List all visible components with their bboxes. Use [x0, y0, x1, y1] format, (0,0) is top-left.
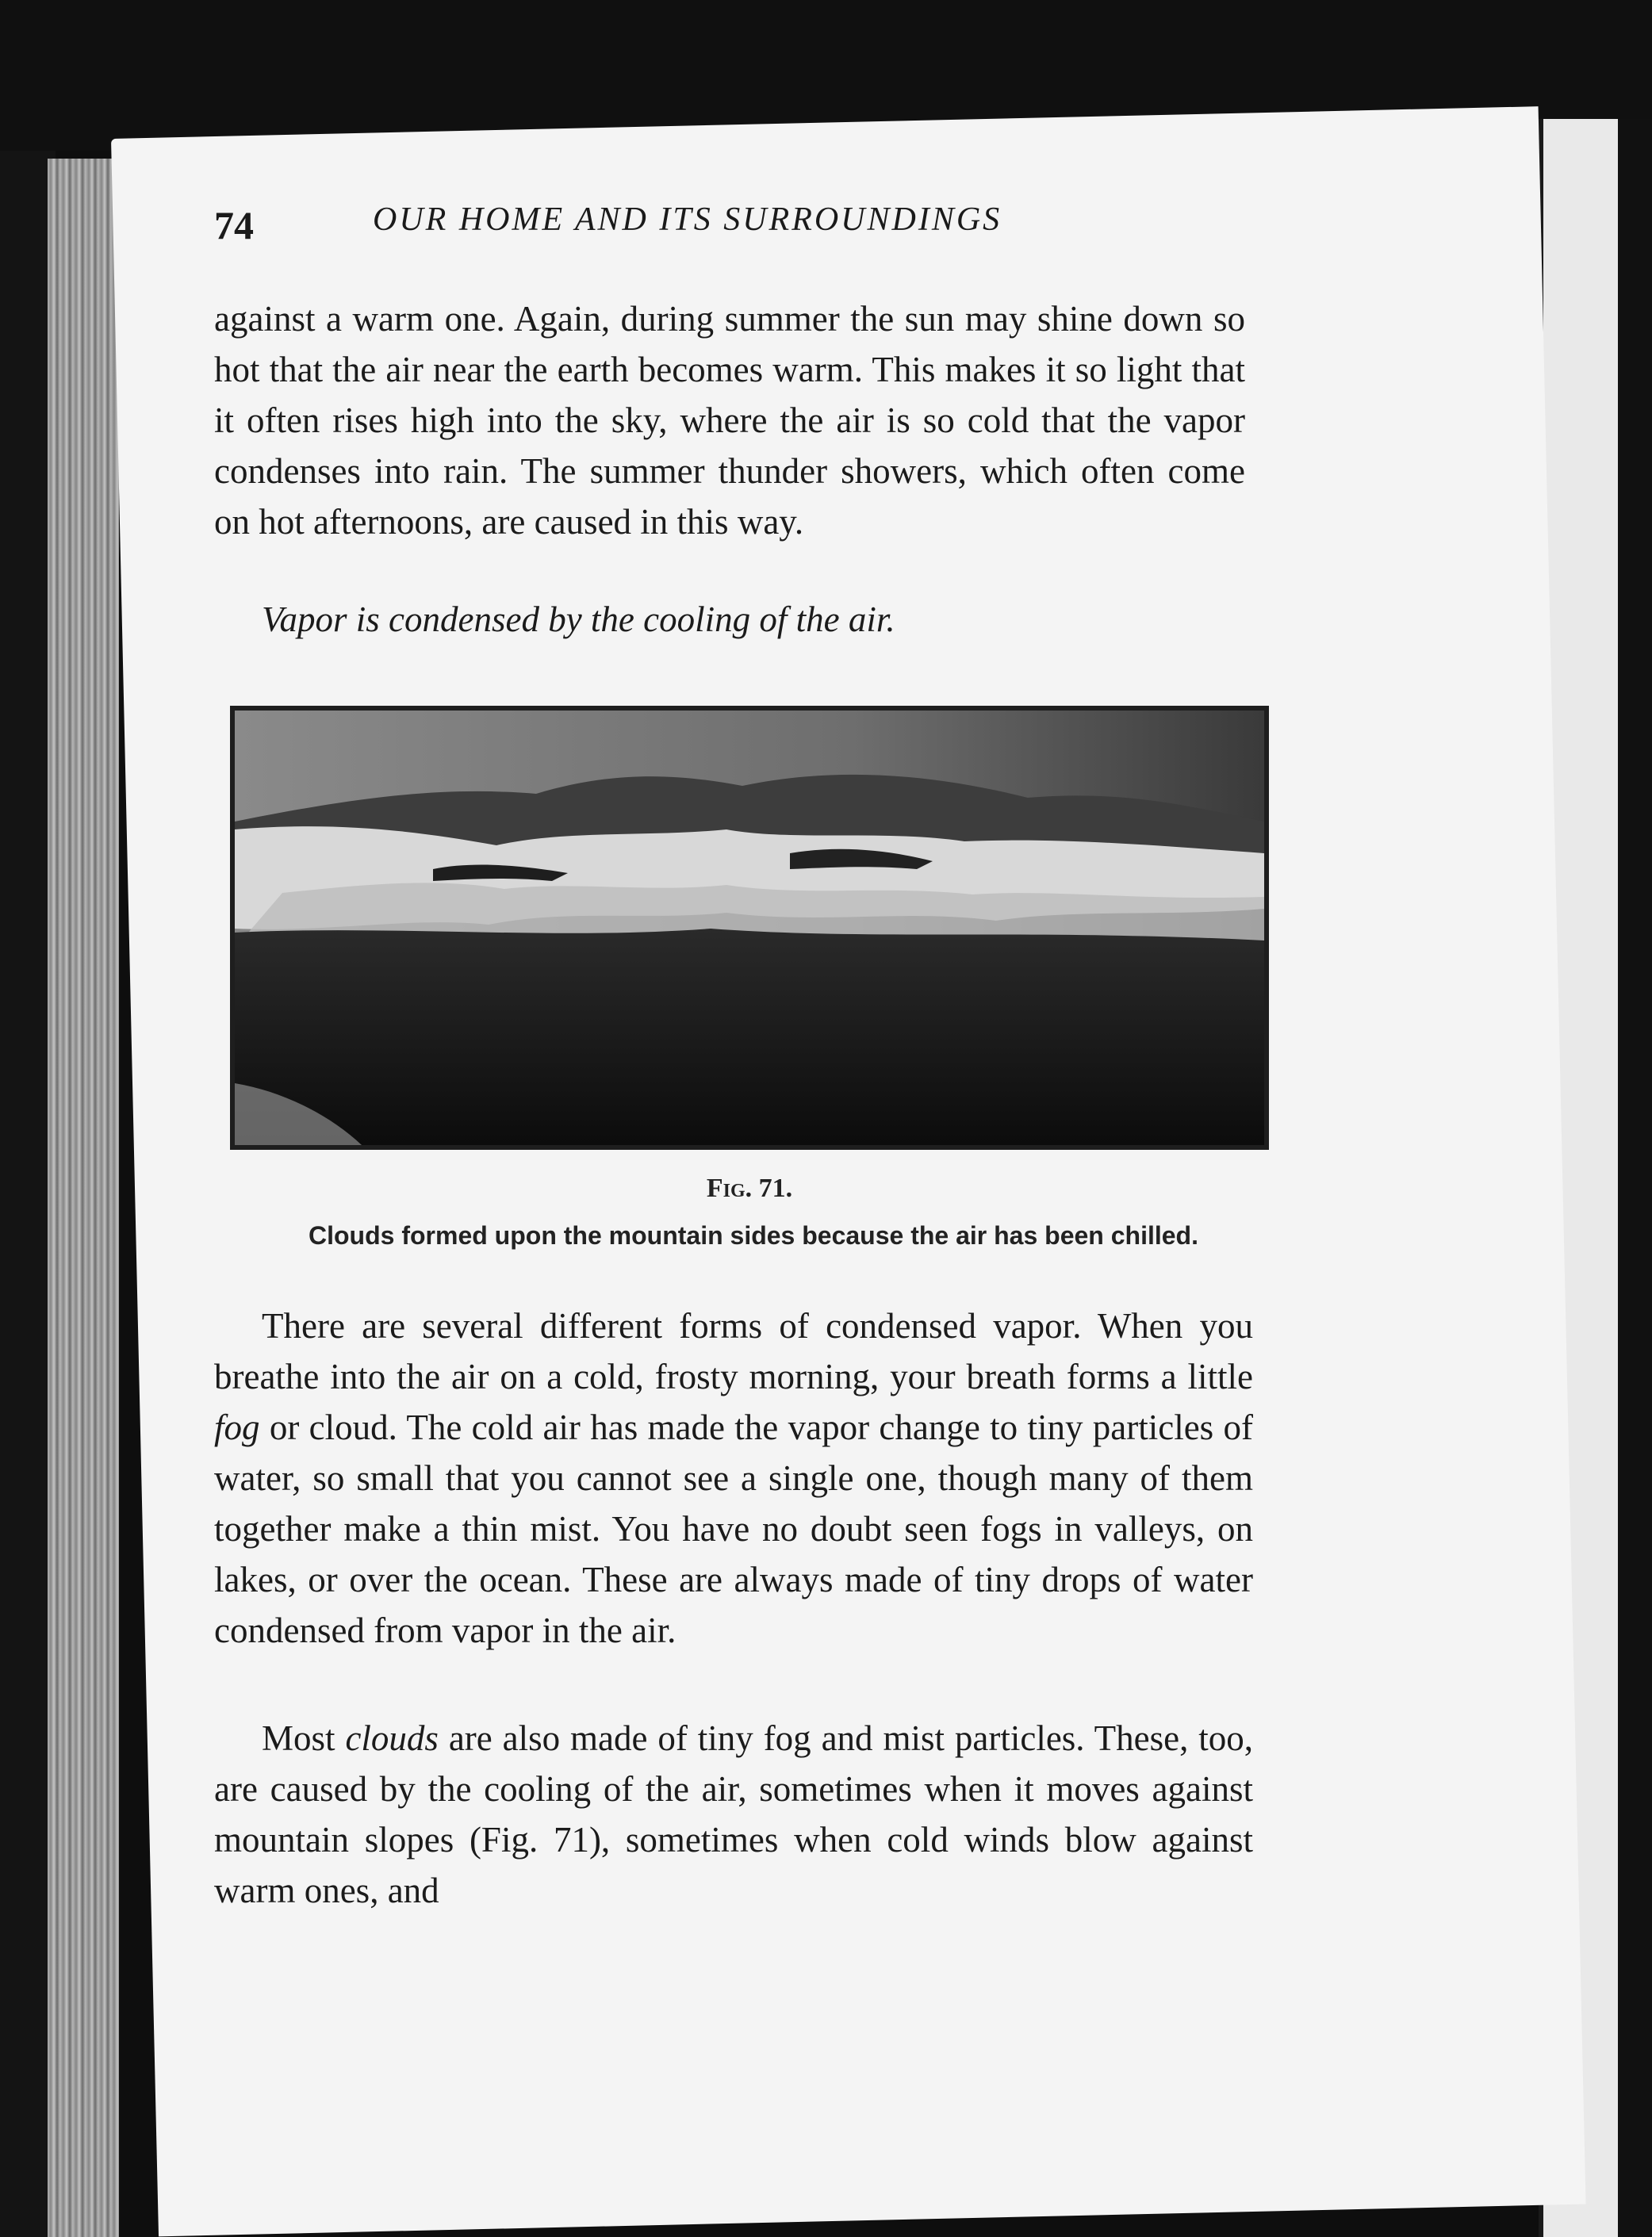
- running-title: OUR HOME AND ITS SURROUNDINGS: [373, 201, 1002, 238]
- paragraph-3-text-a: Most: [262, 1718, 346, 1758]
- figure-71-photo: [230, 706, 1269, 1150]
- scan-right-shadow: [1618, 119, 1652, 2237]
- page-number: 74: [214, 203, 254, 247]
- paragraph-2: [214, 1300, 1253, 1656]
- term-fog: fog: [214, 1408, 260, 1447]
- book-page-edges: [48, 159, 119, 2237]
- paragraph-3-text-b: are also made of tiny fog and mist particles. These, too, are caused by the cooling of the air, sometimes when it moves against mountain slopes (Fig. 71), sometimes when cold winds blow against warm ones, and: [214, 1718, 1253, 1910]
- clouds-mountain-image: [235, 711, 1264, 1145]
- paragraph-1: against a warm one. Again, during summer the sun may shine down so hot that the air near the earth becomes warm. This makes it so light that it often rises high into the sky, where the air is so cold that the vapor condenses into rain. The summer thunder showers, which often come on hot afternoons, are caused in this way.: [214, 299, 1245, 542]
- paragraph-3: [214, 1713, 1253, 1916]
- figure-caption: Clouds formed upon the mountain sides because the air has been chilled.: [309, 1221, 1198, 1250]
- paragraph-2-text-b: or cloud. The cold air has made the vapor change to tiny particles of water, so small that you cannot see a single one, though many of them together make a thin mist. You have no doubt seen fogs in valleys, on lakes, or over the ocean. These are always made of tiny drops of water condensed from vapor in the air.: [214, 1408, 1253, 1650]
- page-header: [214, 194, 1245, 258]
- principle-statement: Vapor is condensed by the cooling of the air.: [262, 599, 895, 639]
- figure-label: Fig. 71.: [706, 1174, 793, 1203]
- paragraph-2-text-a: There are several different forms of condensed vapor. When you breathe into the air on a cold, frosty morning, your breath forms a little: [214, 1306, 1253, 1396]
- term-clouds: clouds: [345, 1718, 439, 1758]
